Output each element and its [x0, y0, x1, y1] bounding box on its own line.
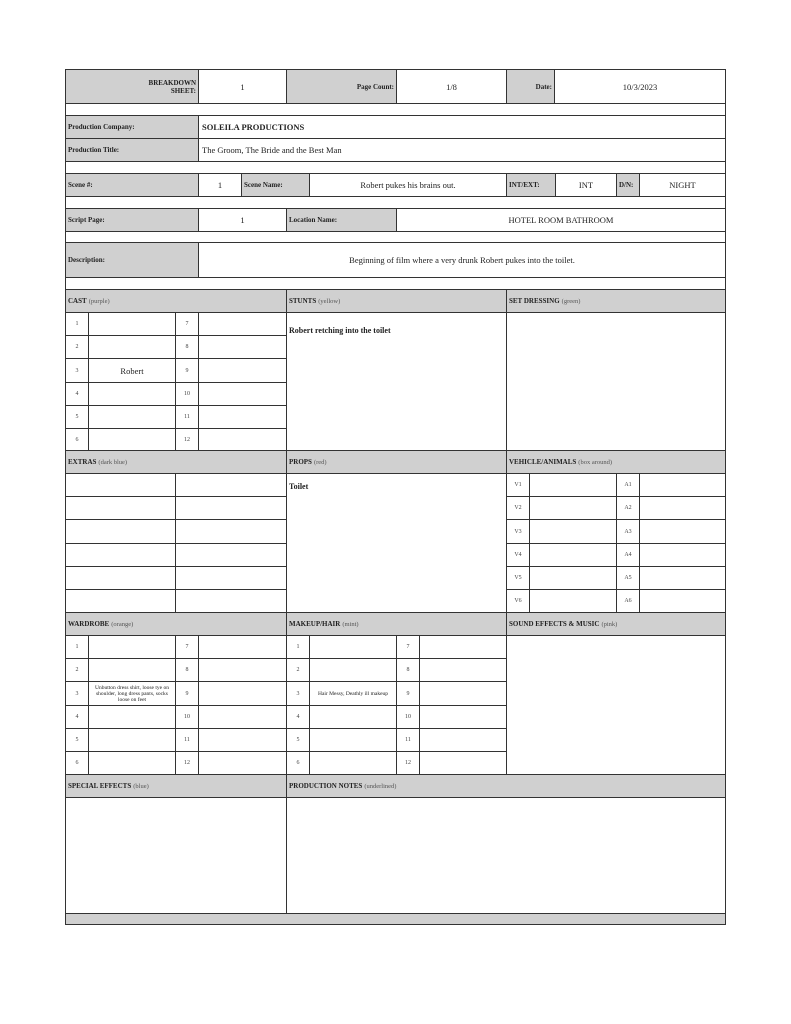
makeup-number: 7: [396, 635, 420, 659]
cast-number: 2: [65, 335, 89, 359]
makeup-entry[interactable]: [419, 635, 508, 659]
makeup-number: 5: [286, 728, 310, 752]
vehicle-animals-header: [506, 450, 726, 474]
production-title-label: Production Title:: [65, 138, 199, 162]
props-title: PROPS: [289, 458, 312, 466]
animal-entry[interactable]: [639, 496, 726, 520]
scene-name-label: Scene Name:: [241, 173, 310, 197]
animal-number: A6: [616, 589, 640, 613]
wardrobe-number: 9: [175, 681, 199, 706]
scene-number-value[interactable]: 1: [198, 173, 242, 197]
extras-entry[interactable]: [175, 519, 287, 544]
extras-entry[interactable]: [175, 473, 287, 497]
cast-entry[interactable]: [88, 312, 176, 336]
wardrobe-header: [65, 612, 287, 636]
set-dressing-content[interactable]: [506, 312, 726, 451]
vehicle-entry[interactable]: [529, 519, 617, 544]
special-effects-note: (blue): [133, 782, 149, 790]
dn-value[interactable]: NIGHT: [639, 173, 726, 197]
vehicle-number: V5: [506, 566, 530, 590]
wardrobe-entry[interactable]: [88, 728, 176, 752]
makeup-number: 3: [286, 681, 310, 706]
animal-entry[interactable]: [639, 566, 726, 590]
wardrobe-number: 4: [65, 705, 89, 729]
animal-entry[interactable]: [639, 589, 726, 613]
vehicle-animals-title: VEHICLE/ANIMALS: [509, 458, 577, 466]
cast-entry[interactable]: [198, 382, 287, 406]
stunts-content[interactable]: Robert retching into the toilet: [286, 312, 507, 451]
wardrobe-number: 5: [65, 728, 89, 752]
animal-entry[interactable]: [639, 519, 726, 544]
wardrobe-number: 10: [175, 705, 199, 729]
date-value[interactable]: 10/3/2023: [554, 69, 726, 104]
special-effects-header: [65, 774, 287, 798]
makeup-entry[interactable]: [309, 751, 397, 775]
makeup-number: 1: [286, 635, 310, 659]
wardrobe-number: 12: [175, 751, 199, 775]
extras-entry[interactable]: [65, 543, 176, 567]
special-effects-content[interactable]: [65, 797, 287, 914]
props-note: (red): [313, 458, 327, 466]
cast-number: 7: [175, 312, 199, 336]
int-ext-value[interactable]: INT: [555, 173, 617, 197]
animal-entry[interactable]: [639, 543, 726, 567]
page-count-value[interactable]: 1/8: [396, 69, 507, 104]
dn-label: D/N:: [616, 173, 640, 197]
wardrobe-number: 8: [175, 658, 199, 682]
extras-title: EXTRAS: [68, 458, 97, 466]
animal-number: A4: [616, 543, 640, 567]
wardrobe-number: 2: [65, 658, 89, 682]
wardrobe-note: (orange): [111, 620, 134, 628]
makeup-number: 4: [286, 705, 310, 729]
makeup-number: 9: [396, 681, 420, 706]
cast-number: 12: [175, 428, 199, 452]
cast-title: CAST: [68, 297, 87, 305]
stunts-header: [286, 289, 507, 313]
description-label: Description:: [65, 242, 199, 278]
production-title-value[interactable]: The Groom, The Bride and the Best Man: [198, 138, 726, 162]
cast-header: [65, 289, 287, 313]
sound-content[interactable]: [506, 635, 726, 775]
breakdown-sheet-label: [65, 69, 199, 104]
script-page-label: Script Page:: [65, 208, 199, 232]
animal-number: A2: [616, 496, 640, 520]
production-notes-header: [286, 774, 726, 798]
makeup-entry[interactable]: [419, 658, 508, 682]
wardrobe-entry[interactable]: [198, 681, 287, 706]
cast-entry[interactable]: [88, 382, 176, 406]
wardrobe-entry[interactable]: [88, 635, 176, 659]
makeup-entry[interactable]: [309, 658, 397, 682]
sound-title: SOUND EFFECTS & MUSIC: [509, 620, 600, 628]
production-notes-title: PRODUCTION NOTES: [289, 782, 363, 790]
extras-note: (dark blue): [98, 458, 128, 466]
extras-entry[interactable]: [65, 519, 176, 544]
stunts-title: STUNTS: [289, 297, 317, 305]
makeup-entry[interactable]: [309, 705, 397, 729]
makeup-number: 8: [396, 658, 420, 682]
makeup-entry[interactable]: [419, 681, 508, 706]
cast-entry[interactable]: [88, 405, 176, 429]
cast-number: 8: [175, 335, 199, 359]
makeup-number: 11: [396, 728, 420, 752]
wardrobe-entry[interactable]: [198, 728, 287, 752]
wardrobe-entry[interactable]: [88, 705, 176, 729]
set-dressing-note: (green): [561, 297, 581, 305]
footer-bar: [65, 913, 726, 925]
wardrobe-number: 6: [65, 751, 89, 775]
makeup-entry[interactable]: [309, 728, 397, 752]
makeup-number: 6: [286, 751, 310, 775]
makeup-hair-header: [286, 612, 507, 636]
extras-entry[interactable]: [175, 589, 287, 613]
makeup-hair-note: (mint): [342, 620, 359, 628]
cast-entry[interactable]: [88, 335, 176, 359]
makeup-number: 2: [286, 658, 310, 682]
cast-number: 10: [175, 382, 199, 406]
animal-number: A5: [616, 566, 640, 590]
cast-entry[interactable]: [198, 312, 287, 336]
makeup-hair-title: MAKEUP/HAIR: [289, 620, 341, 628]
extras-entry[interactable]: [175, 543, 287, 567]
animal-entry[interactable]: [639, 473, 726, 497]
makeup-entry[interactable]: [419, 751, 508, 775]
vehicle-entry[interactable]: [529, 566, 617, 590]
wardrobe-number: 7: [175, 635, 199, 659]
int-ext-label: INT/EXT:: [506, 173, 556, 197]
vehicle-entry[interactable]: [529, 496, 617, 520]
scene-number-label: Scene #:: [65, 173, 199, 197]
extras-header: [65, 450, 287, 474]
vehicle-entry[interactable]: [529, 589, 617, 613]
cast-entry[interactable]: Robert: [88, 358, 176, 383]
wardrobe-number: 3: [65, 681, 89, 706]
date-label: Date:: [506, 69, 555, 104]
script-page-value[interactable]: 1: [198, 208, 287, 232]
props-content[interactable]: Toilet: [286, 473, 507, 613]
wardrobe-entry[interactable]: [198, 751, 287, 775]
cast-number: 3: [65, 358, 89, 383]
wardrobe-number: 11: [175, 728, 199, 752]
location-name-label: Location Name:: [286, 208, 397, 232]
cast-number: 9: [175, 358, 199, 383]
cast-number: 11: [175, 405, 199, 429]
cast-number: 5: [65, 405, 89, 429]
breakdown-sheet-label-text: BREAKDOWN SHEET:: [148, 78, 196, 95]
vehicle-number: V1: [506, 473, 530, 497]
set-dressing-header: [506, 289, 726, 313]
vehicle-number: V2: [506, 496, 530, 520]
vehicle-entry[interactable]: [529, 543, 617, 567]
cast-entry[interactable]: [198, 428, 287, 452]
vehicle-entry[interactable]: [529, 473, 617, 497]
vehicle-animals-note: (box around): [578, 458, 613, 466]
production-notes-content[interactable]: [286, 797, 726, 914]
makeup-entry[interactable]: [309, 635, 397, 659]
wardrobe-entry[interactable]: [88, 751, 176, 775]
stunts-note: (yellow): [318, 297, 341, 305]
makeup-entry[interactable]: [419, 705, 508, 729]
breakdown-sheet-value[interactable]: 1: [198, 69, 287, 104]
animal-number: A3: [616, 519, 640, 544]
cast-number: 4: [65, 382, 89, 406]
makeup-number: 12: [396, 751, 420, 775]
cast-number: 1: [65, 312, 89, 336]
production-company-value[interactable]: SOLEILA PRODUCTIONS: [198, 115, 726, 139]
makeup-entry[interactable]: [419, 728, 508, 752]
wardrobe-entry[interactable]: Unbutton dress shirt, loose tye on shoulder, long dress pants, socks loose on feet: [88, 681, 176, 706]
vehicle-number: V3: [506, 519, 530, 544]
production-company-label: Production Company:: [65, 115, 199, 139]
extras-entry[interactable]: [65, 473, 176, 497]
cast-entry[interactable]: [198, 335, 287, 359]
extras-entry[interactable]: [65, 589, 176, 613]
special-effects-title: SPECIAL EFFECTS: [68, 782, 132, 790]
vehicle-number: V4: [506, 543, 530, 567]
page-count-label: Page Count:: [286, 69, 397, 104]
cast-entry[interactable]: [198, 358, 287, 383]
cast-number: 6: [65, 428, 89, 452]
cast-entry[interactable]: [198, 405, 287, 429]
wardrobe-number: 1: [65, 635, 89, 659]
cast-note: (purple): [88, 297, 110, 305]
extras-entry[interactable]: [175, 566, 287, 590]
sound-header: [506, 612, 726, 636]
wardrobe-title: WARDROBE: [68, 620, 110, 628]
makeup-entry[interactable]: Hair Messy, Deathly ill makeup: [309, 681, 397, 706]
extras-entry[interactable]: [175, 496, 287, 520]
sound-note: (pink): [601, 620, 618, 628]
cast-entry[interactable]: [88, 428, 176, 452]
production-notes-note: (underlined): [364, 782, 397, 790]
extras-entry[interactable]: [65, 496, 176, 520]
props-header: [286, 450, 507, 474]
wardrobe-entry[interactable]: [198, 658, 287, 682]
wardrobe-entry[interactable]: [198, 705, 287, 729]
scene-name-value[interactable]: Robert pukes his brains out.: [309, 173, 507, 197]
wardrobe-entry[interactable]: [88, 658, 176, 682]
vehicle-number: V6: [506, 589, 530, 613]
extras-entry[interactable]: [65, 566, 176, 590]
set-dressing-title: SET DRESSING: [509, 297, 560, 305]
makeup-number: 10: [396, 705, 420, 729]
location-name-value[interactable]: HOTEL ROOM BATHROOM: [396, 208, 726, 232]
description-value[interactable]: Beginning of film where a very drunk Robert pukes into the toilet.: [198, 242, 726, 278]
wardrobe-entry[interactable]: [198, 635, 287, 659]
animal-number: A1: [616, 473, 640, 497]
